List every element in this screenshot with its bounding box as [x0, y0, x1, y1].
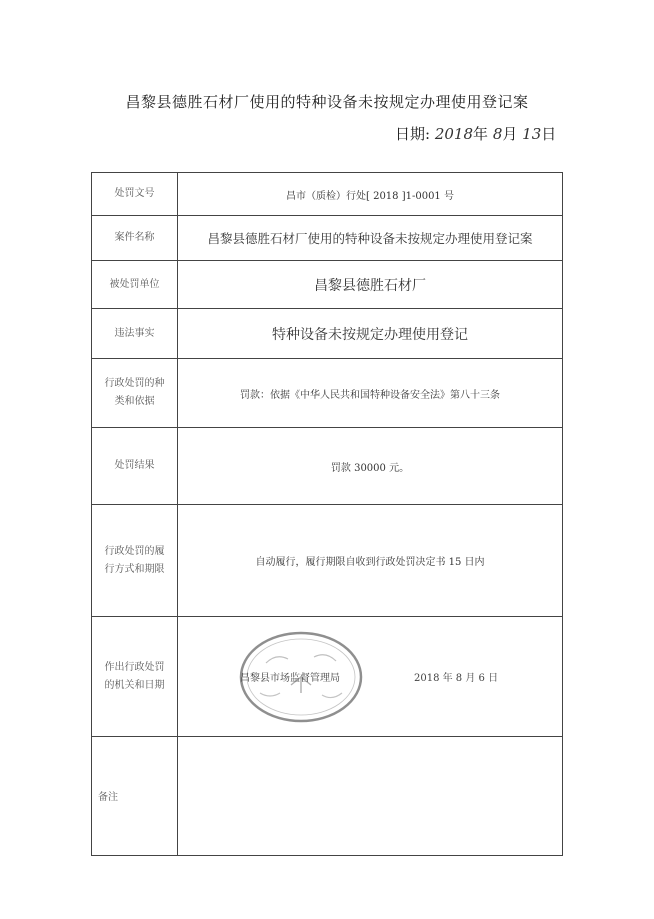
- penalty-result-value: 罚款 30000 元。: [178, 428, 563, 505]
- remarks-label: 备注: [98, 792, 118, 803]
- table-row: [92, 359, 563, 428]
- table-row: [92, 505, 563, 617]
- row-label-fulfillment: 行政处罚的履行方式和期限: [92, 505, 178, 617]
- row-label-penalty-type-basis: 行政处罚的种类和依据: [92, 359, 178, 428]
- remarks-value: [178, 737, 563, 856]
- table-row: [92, 309, 563, 359]
- record-table: [91, 172, 563, 856]
- row-label-remarks: [92, 737, 178, 856]
- date-month-unit: 月: [502, 125, 518, 143]
- row-label-case-name: 案件名称: [92, 216, 178, 261]
- penalty-type-basis-value: 罚款：依据《中华人民共和国特种设备安全法》第八十三条: [178, 359, 563, 428]
- date-day-unit: 日: [541, 125, 557, 143]
- row-label-penalized-party: 被处罚单位: [92, 261, 178, 309]
- violation-facts-value: 特种设备未按规定办理使用登记: [178, 309, 563, 359]
- row-label-violation-facts: 违法事实: [92, 309, 178, 359]
- document-title: 昌黎县德胜石材厂使用的特种设备未按规定办理使用登记案: [125, 93, 529, 111]
- penalized-party-value: 昌黎县德胜石材厂: [178, 261, 563, 309]
- penalty-number-value: 昌市（质检）行处[ 2018 ]1-0001 号: [178, 173, 563, 216]
- date-month: 8: [492, 125, 503, 143]
- row-label-penalty-number: 处罚文号: [92, 173, 178, 216]
- row-label-penalty-result: 处罚结果: [92, 428, 178, 505]
- table-row: [92, 173, 563, 216]
- authority-cell: [178, 617, 563, 737]
- date-label: 日期:: [395, 125, 431, 143]
- date-year: 2018: [434, 125, 474, 143]
- table-row: [92, 428, 563, 505]
- date-line: [395, 123, 556, 144]
- table-row: [92, 261, 563, 309]
- table-row: [92, 216, 563, 261]
- date-day: 13: [522, 125, 542, 143]
- case-name-value: 昌黎县德胜石材厂使用的特种设备未按规定办理使用登记案: [178, 216, 563, 261]
- row-label-authority-date: 作出行政处罚的机关和日期: [92, 617, 178, 737]
- table-row: [92, 737, 563, 856]
- date-year-unit: 年: [473, 125, 489, 143]
- authority-name: 昌黎县市场监督管理局: [240, 673, 340, 684]
- authority-date: 2018 年 8 月 6 日: [414, 673, 499, 684]
- fulfillment-value: 自动履行，履行期限自收到行政处罚决定书 15 日内: [178, 505, 563, 617]
- table-row: [92, 617, 563, 737]
